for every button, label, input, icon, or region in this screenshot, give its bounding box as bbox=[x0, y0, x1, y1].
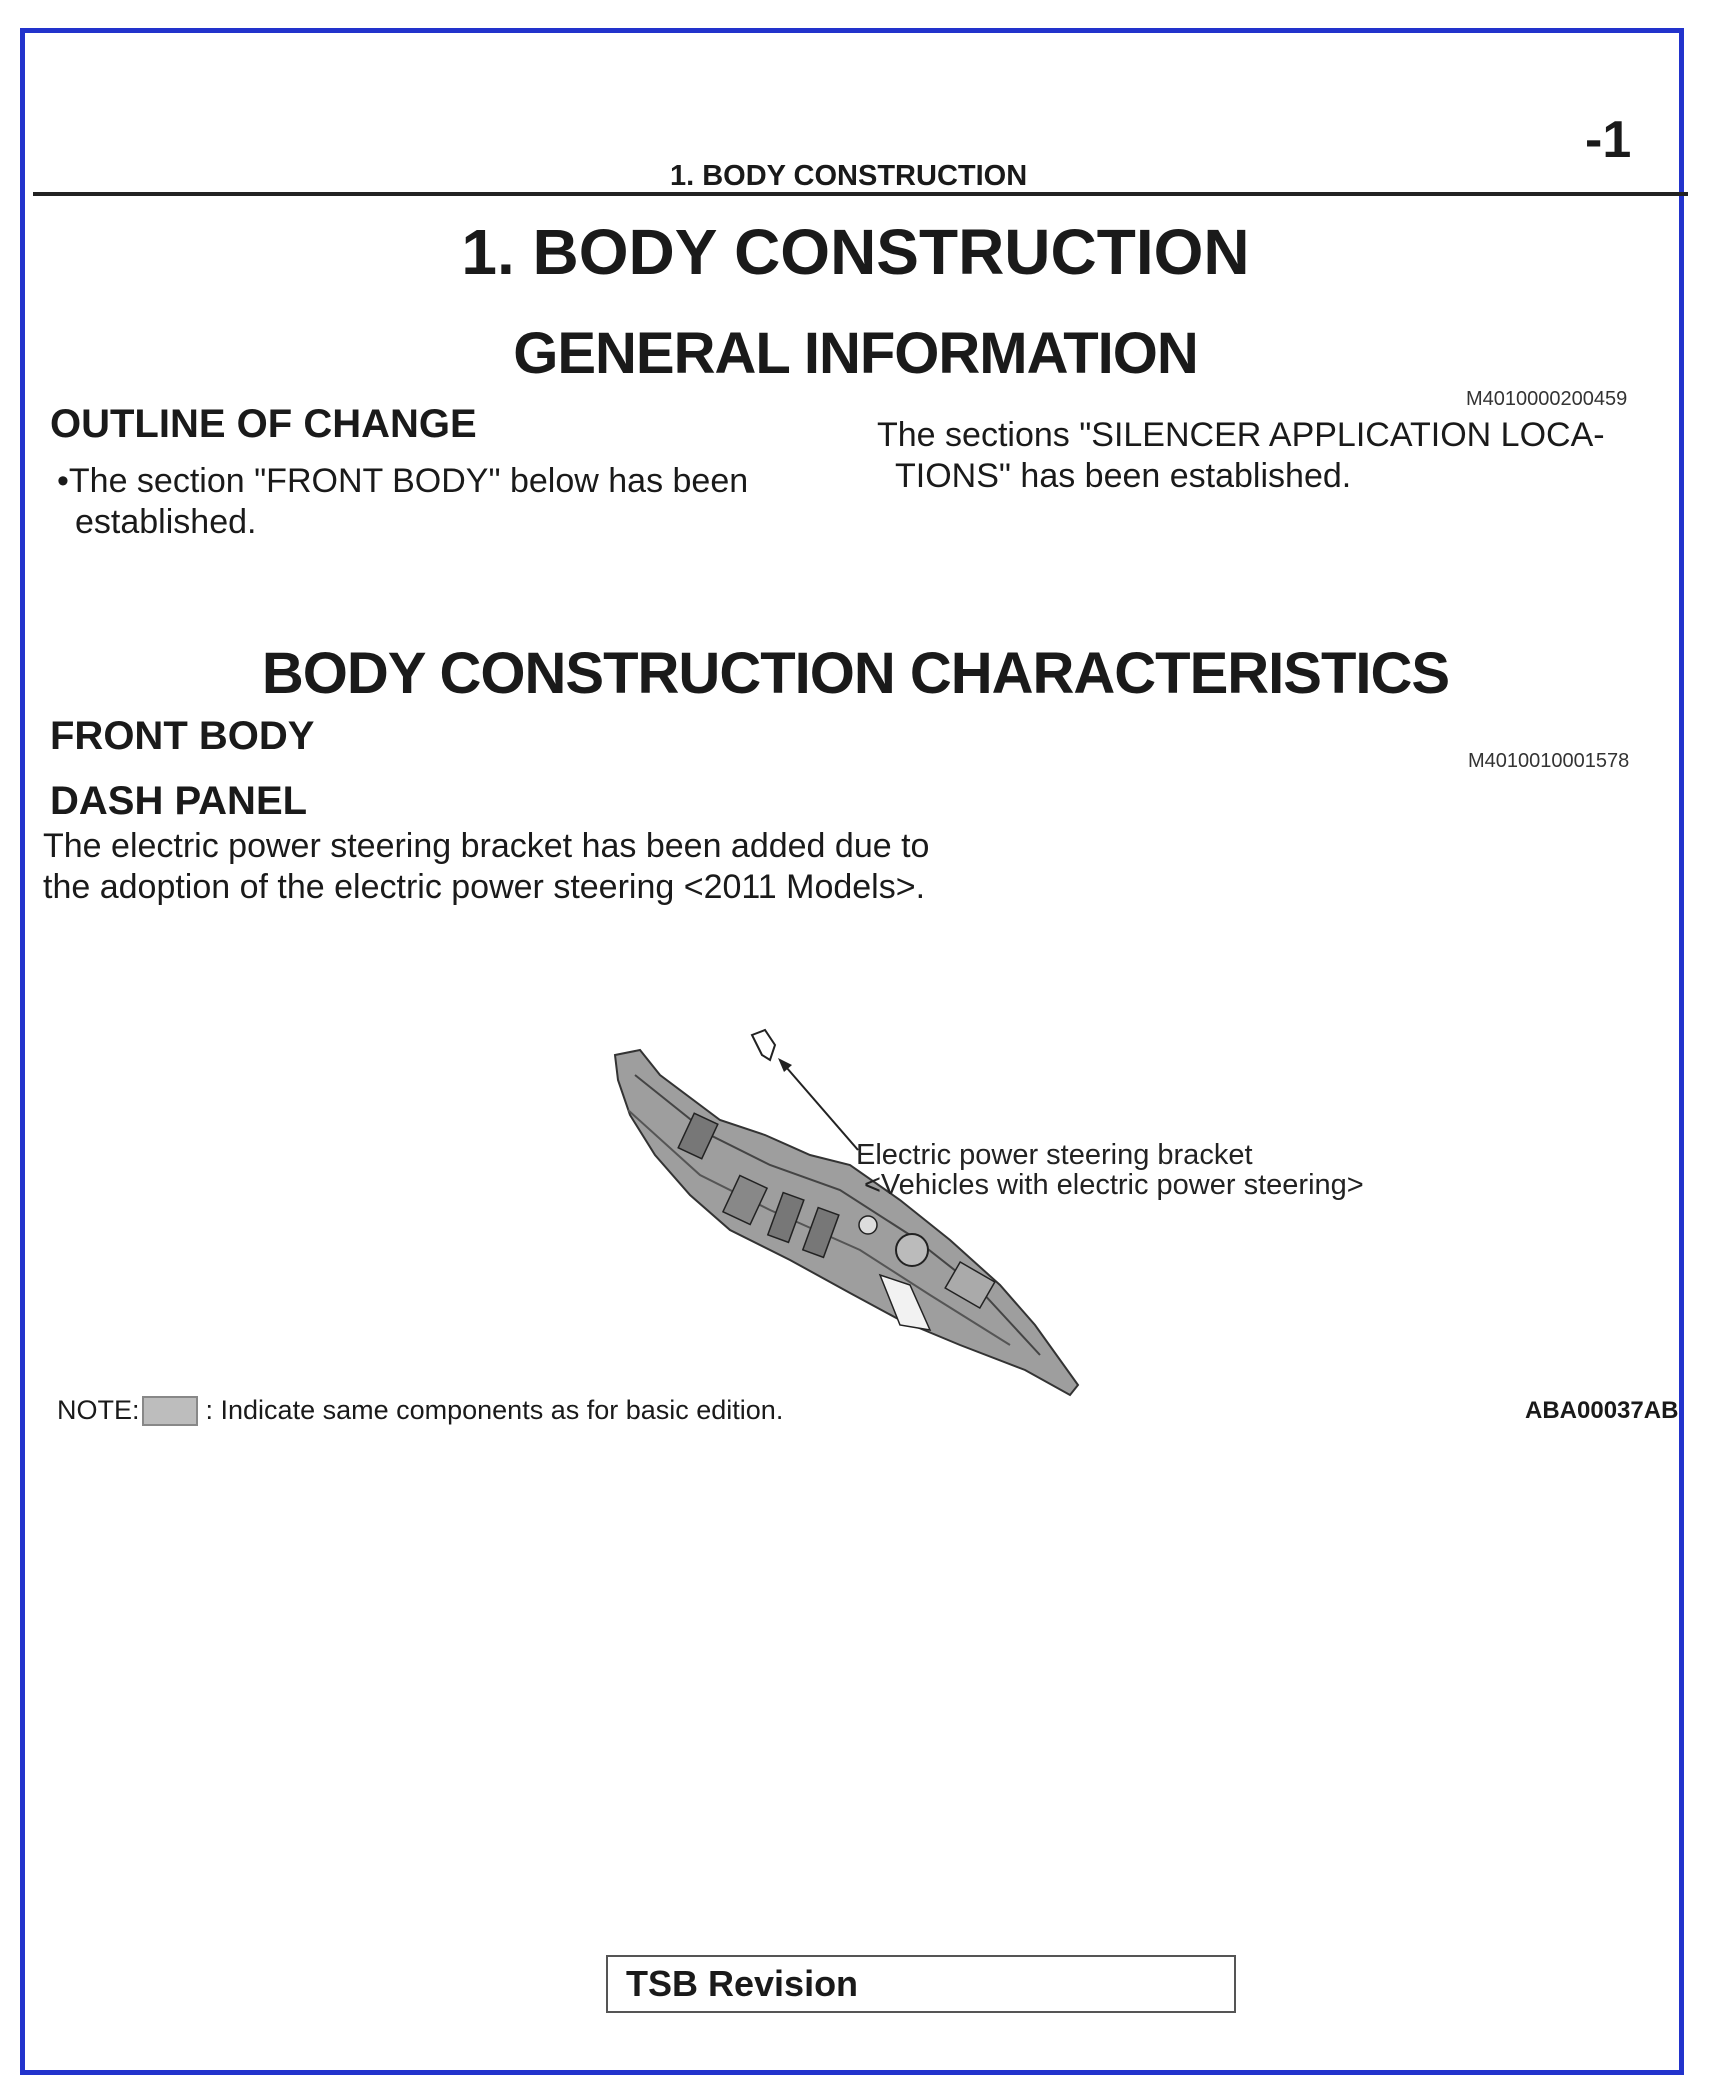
section-title: 1. BODY CONSTRUCTION bbox=[461, 216, 1250, 288]
callout-line-1: Electric power steering bracket bbox=[856, 1139, 1253, 1171]
note-text: : Indicate same components as for basic edition. bbox=[205, 1395, 784, 1425]
note-prefix: NOTE: bbox=[57, 1395, 140, 1425]
page-number: -1 bbox=[1585, 111, 1632, 169]
header-rule bbox=[33, 192, 1688, 196]
gray-swatch-icon bbox=[142, 1396, 198, 1426]
running-header-title: 1. BODY CONSTRUCTION bbox=[670, 160, 1028, 192]
bracket-callout bbox=[856, 1140, 1364, 1200]
dash-panel-shape bbox=[615, 1050, 1078, 1395]
outline-right-line-1: The sections "SILENCER APPLICATION LOCA- bbox=[877, 416, 1605, 454]
outline-right-text bbox=[877, 415, 1677, 497]
figure-code: ABA00037AB bbox=[1525, 1397, 1679, 1424]
outline-bullet-line-2: established. bbox=[75, 503, 257, 541]
figure-note bbox=[57, 1395, 783, 1426]
tsb-revision-box: TSB Revision bbox=[606, 1955, 1236, 2013]
dash-panel-description bbox=[43, 826, 1043, 908]
dash-panel-line-1: The electric power steering bracket has been added due to bbox=[43, 827, 930, 865]
outline-bullet bbox=[57, 461, 837, 543]
outline-heading: OUTLINE OF CHANGE bbox=[50, 402, 477, 446]
outline-bullet-line-1: •The section "FRONT BODY" below has been bbox=[57, 462, 749, 500]
callout-line-2: <Vehicles with electric power steering> bbox=[864, 1169, 1364, 1201]
front-body-heading: FRONT BODY bbox=[50, 714, 315, 758]
outline-right-line-2: TIONS" has been established. bbox=[895, 457, 1352, 495]
dash-panel-line-2: the adoption of the electric power steering <2011 Models>. bbox=[43, 868, 926, 906]
general-information-heading: GENERAL INFORMATION bbox=[513, 321, 1198, 386]
characteristics-heading: BODY CONSTRUCTION CHARACTERISTICS bbox=[261, 641, 1450, 706]
general-info-code: M4010000200459 bbox=[1466, 388, 1628, 410]
callout-leader bbox=[778, 1058, 858, 1150]
dash-panel-heading: DASH PANEL bbox=[50, 779, 308, 823]
dash-panel-illustration bbox=[600, 1025, 1100, 1415]
characteristics-code: M4010010001578 bbox=[1468, 750, 1630, 772]
steering-bracket bbox=[752, 1030, 775, 1060]
